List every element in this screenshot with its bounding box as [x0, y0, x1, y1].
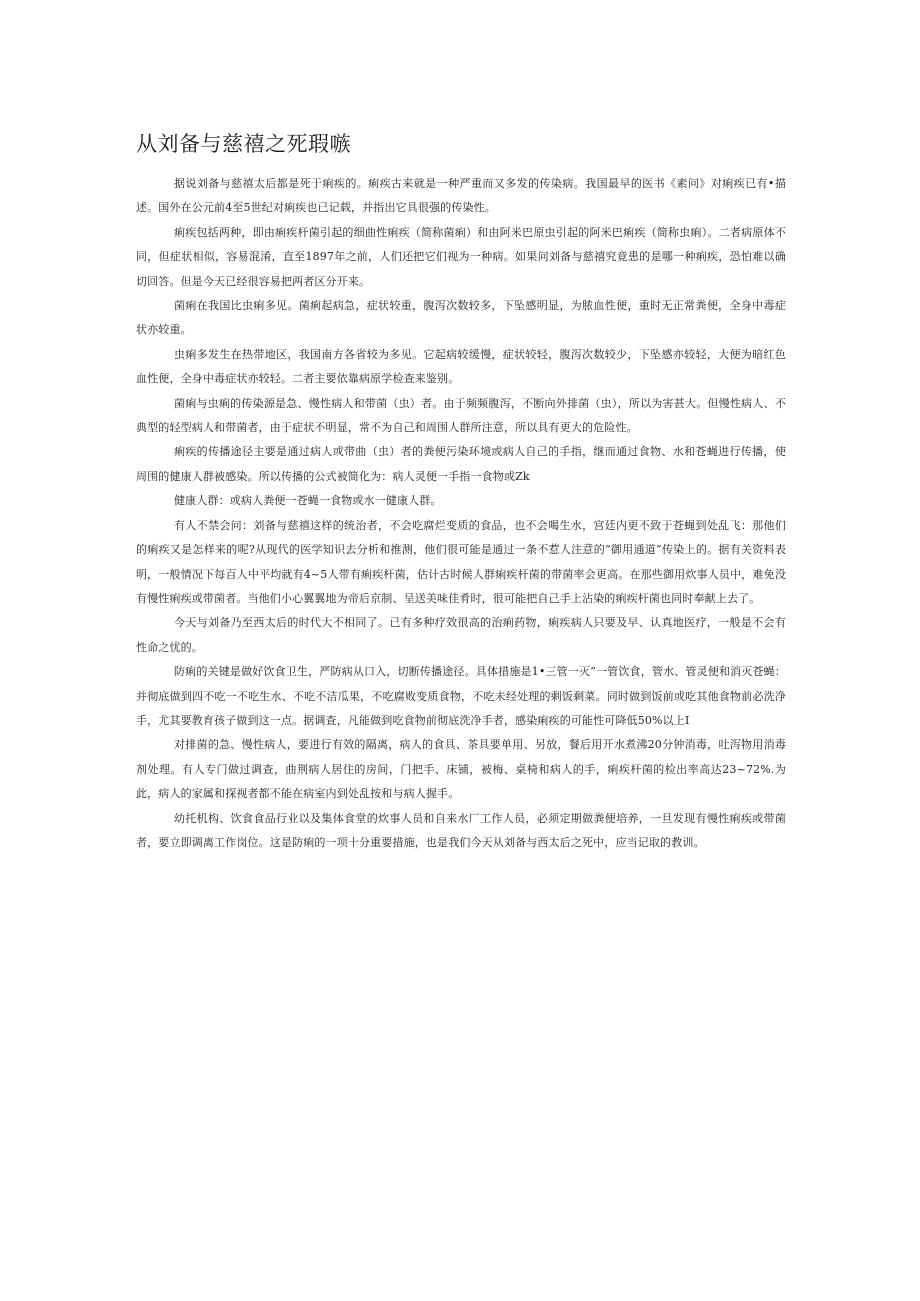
paragraph-10: 防痢的关键是做好饮食卫生，严防病从口入，切断传播途径。具体措施是1•三管一灭”一管饮食，管水、管灵便和消灭苍蝇：并彻底做到四不吃一不吃生水、不吃不洁瓜果，不吃腐败变质食物，不吃未经处理的剩饭剩菜。同时做到饭前或吃其他食物前必洗净手，尤其要教育孩子做到这一点。据调查，凡能做到吃食物前彻底洗净手者，感染痢疾的可能性可降低50%以上I	[136, 665, 786, 727]
document-body	[136, 172, 786, 855]
paragraph-12: 幼托机构、饮食食品行业以及集体食堂的炊事人员和自来水厂工作人员，必须定期做粪便培养，一旦发现有慢性痢疾或带菌者，要立即调离工作岗位。这是防痢的一项十分重要措施，也是我们今天从刘备与西太后之死中，应当记取的教训。	[136, 811, 786, 849]
paragraph-6: 痢疾的传播途径主要是通过病人或带曲（虫）者的粪便污染环境或病人自己的手指，继而通过食物、水和苍蝇进行传播，使周围的健康人群被感染。所以传播的公式被简化为：病人灵便一手指一食物或Zk	[136, 445, 786, 483]
paragraph-7: 健康人群：或病人粪便一苍蝇一食物或水一健康人群。	[174, 494, 442, 508]
paragraph-9: 今天与刘备乃至西太后的时代大不相同了。已有多种疗效很高的治痢药物，痢疾病人只要及早、认真地医疗，一般是不会有性命之忧的。	[136, 616, 786, 654]
document-title: 从刘备与慈禧之死瑕嗾	[136, 132, 351, 156]
paragraph-5: 菌痢与虫痢的传染源是急、慢性病人和带菌（虫）者。由于频频腹泻，不断向外排菌（虫），所以为害甚大。但慢性病人、不典型的轻型病人和带菌者，由于症状不明显，常不为自己和周围人群所注意，所以具有更大的危险性。	[136, 396, 786, 435]
paragraph-11: 对排菌的急、慢性病人，要进行有效的隔离，病人的食具、茶具要单用、另放，餐后用开水煮沸20分钟消毒，吐泻物用消毒剂处理。有人专门做过调查，曲荆病人居住的房间，门把手、床铺，被梅、桌椅和病人的手，痢疾杆菌的检出率高达23~72%.为此，病人的家属和探视者都不能在病室内到处乱按和与病人握手。	[136, 738, 786, 801]
paragraph-8: 有人不禁会问：刘备与慈禧这样的统治者，不会吃腐烂变质的食品，也不会喝生水，宫廷内更不致于苍蝇到处乱飞：那他们的痢疾又是怎样来的呢?从现代的医学知识去分析和推测，他们很可能是通过一条不惹人注意的“御用通道”传染上的。据有关资料表明，一般情况下每百人中平均就有4~5人带有痢疾杆菌，估计古时候人群痢疾杆菌的带菌率会更高。在那些御用炊事人员中，难免没有慢性痢疾或带菌者。当他们小心翼翼地为帝后京制、呈送美味佳肴时，很可能把自己手上沾染的痢疾杆菌也同时奉献上去了。	[136, 518, 786, 605]
paragraph-3: 菌痢在我国比虫痢多见。菌痢起病急，症状较重，腹泻次数较多，下坠感明显，为脓血性便，重时无正常粪便，全身中毒症状亦较重。	[136, 299, 786, 337]
paragraph-2: 痢疾包括两种，即由痢疾杆菌引起的细曲性痢疾（简称菌痢）和由阿米巴原虫引起的阿米巴痢疾（简称虫痢）。二者病原体不同，但症状相似，容易混淆，直至1897年之前，人们还把它们视为一种病。如果问刘备与慈禧究竟患的是哪一种痢疾，恐怕难以确切回答。但是今天已经很容易把两者区分开来。	[136, 225, 786, 288]
paragraph-1: 据说刘备与慈禧太后都是死于痢疾的。痢疾古来就是一种严重而又多发的传染病。我国最早的医书《素问》对痢疾已有•描述。国外在公元前4至5世纪对痢疾也已记载，并指出它具很强的传染性。	[136, 177, 786, 215]
paragraph-4: 虫痢多发生在热带地区，我国南方各省较为多见。它起病较缓慢，症状较轻，腹泻次数较少，下坠感亦较轻，大便为暗红色血性便，全身中毒症状亦较轻。二者主要依靠病原学检查来鉴别。	[136, 347, 786, 386]
